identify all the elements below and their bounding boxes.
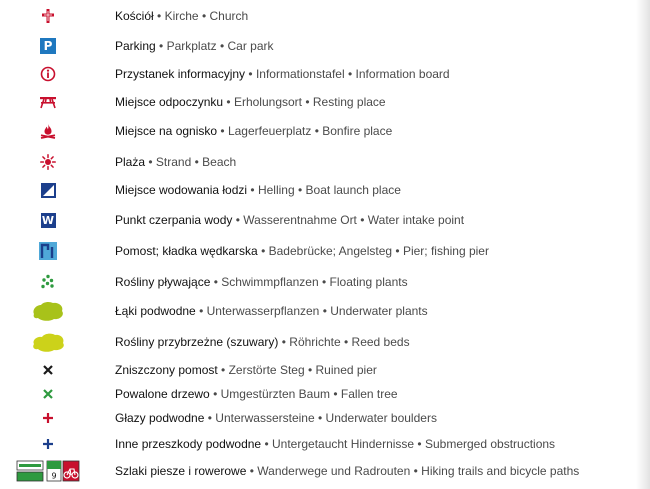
term-de: Erholungsort <box>233 95 302 109</box>
term-de: Parkplatz <box>166 39 217 53</box>
term-de: Wasserentnahme Ort <box>243 213 357 227</box>
floating-plants-icon <box>16 269 80 295</box>
fallen-tree-icon <box>16 381 80 407</box>
term-de: Umgestürzten Baum <box>220 387 331 401</box>
term-de: Badebrücke; Angelsteg <box>268 244 393 258</box>
term-pl: Zniszczony pomost <box>115 363 218 377</box>
information-icon <box>16 61 80 87</box>
term-en: Reed beds <box>351 335 410 349</box>
trail-number: 9 <box>51 471 57 481</box>
term-de: Kirche <box>164 9 199 23</box>
ruined-pier-icon <box>16 357 80 383</box>
term-en: Car park <box>227 39 274 53</box>
term-de: Zerstörte Steg <box>228 363 305 377</box>
term-pl: Miejsce na ognisko <box>115 124 218 138</box>
beach-sun-icon <box>16 149 80 175</box>
term-pl: Parking <box>115 39 156 53</box>
legend-row-parking: P Parking • Parkplatz • Car park <box>0 33 636 59</box>
term-pl: Punkt czerpania wody <box>115 213 233 227</box>
term-en: Underwater boulders <box>325 411 437 425</box>
term-pl: Powalone drzewo <box>115 387 210 401</box>
bonfire-icon <box>16 118 80 144</box>
term-de: Unterwasserpflanzen <box>206 304 320 318</box>
trail-marker-icon <box>16 458 80 484</box>
term-de: Lagerfeuerplatz <box>227 124 312 138</box>
legend-row-pier: Pomost; kładka wędkarska • Badebrücke; Angelsteg • Pier; fishing pier <box>0 238 636 264</box>
term-en: Floating plants <box>329 275 408 289</box>
term-pl: Plaża <box>115 155 146 169</box>
legend-row-floating-plants: Rośliny pływające • Schwimmpflanzen • Floating plants <box>0 269 636 295</box>
term-en: Bonfire place <box>322 124 393 138</box>
term-en: Beach <box>202 155 237 169</box>
term-de: Röhrichte <box>289 335 341 349</box>
reed-beds-icon <box>16 329 80 355</box>
term-pl: Głazy podwodne <box>115 411 205 425</box>
term-pl: Kościół <box>115 9 154 23</box>
term-pl: Inne przeszkody podwodne <box>115 437 262 451</box>
term-en: Fallen tree <box>340 387 398 401</box>
picnic-table-icon <box>16 89 80 115</box>
term-pl: Rośliny przybrzeżne (szuwary) <box>115 335 279 349</box>
term-de: Unterwassersteine <box>215 411 315 425</box>
term-en: Water intake point <box>367 213 465 227</box>
term-de: Untergetaucht Hindernisse <box>272 437 415 451</box>
boat-launch-icon <box>16 177 80 203</box>
term-de: Informationstafel <box>255 67 345 81</box>
term-en: Church <box>209 9 249 23</box>
term-en: Resting place <box>312 95 386 109</box>
legend-row-submerged-obstructions: Inne przeszkody podwodne • Untergetaucht Hindernisse • Submerged obstructions <box>0 431 636 457</box>
term-pl: Rośliny pływające <box>115 275 211 289</box>
page-edge-shadow <box>636 0 650 489</box>
water-intake-icon: W <box>41 213 55 227</box>
term-pl: Pomost; kładka wędkarska <box>115 244 258 258</box>
legend-row-beach: Plaża • Strand • Beach <box>0 149 636 175</box>
term-pl: Łąki podwodne <box>115 304 196 318</box>
underwater-plants-icon <box>16 298 80 324</box>
legend-row-boat-launch: Miejsce wodowania łodzi • Helling • Boat launch place <box>0 177 636 203</box>
legend-row-fallen-tree: Powalone drzewo • Umgestürzten Baum • Fallen tree <box>0 381 636 407</box>
term-pl: Szlaki piesze i rowerowe <box>115 464 247 478</box>
term-en: Pier; fishing pier <box>402 244 489 258</box>
term-en: Ruined pier <box>315 363 377 377</box>
legend-row-water-intake: W Punkt czerpania wody • Wasserentnahme Ort • Water intake point <box>0 207 636 233</box>
legend-row-reed-beds: Rośliny przybrzeżne (szuwary) • Röhrichte • Reed beds <box>0 329 636 355</box>
legend-row-church: Kościół • Kirche • Church <box>0 3 636 29</box>
term-en: Submerged obstructions <box>424 437 556 451</box>
term-de: Helling <box>257 183 295 197</box>
term-de: Schwimmpflanzen <box>221 275 319 289</box>
term-pl: Miejsce wodowania łodzi <box>115 183 248 197</box>
legend-row-resting-place: Miejsce odpoczynku • Erholungsort • Resting place <box>0 89 636 115</box>
term-en: Hiking trails and bicycle paths <box>421 464 580 478</box>
legend-row-information: Przystanek informacyjny • Informationstafel • Information board <box>0 61 636 87</box>
church-cross-icon <box>16 3 80 29</box>
term-en: Information board <box>355 67 450 81</box>
submerged-obstructions-icon <box>16 431 80 457</box>
term-en: Underwater plants <box>330 304 428 318</box>
legend-row-underwater-boulders: Głazy podwodne • Unterwassersteine • Underwater boulders <box>0 405 636 431</box>
parking-icon: P <box>16 33 80 59</box>
legend-row-bonfire: Miejsce na ognisko • Lagerfeuerplatz • Bonfire place <box>0 118 636 144</box>
term-en: Boat launch place <box>305 183 401 197</box>
term-pl: Miejsce odpoczynku <box>115 95 224 109</box>
legend-row-trails: 9 Szlaki piesze i rowerowe • Wanderwege und Radrouten • Hiking trails and bicycle paths <box>0 458 636 484</box>
term-de: Wanderwege und Radrouten <box>257 464 411 478</box>
term-pl: Przystanek informacyjny <box>115 67 246 81</box>
pier-icon <box>16 238 80 264</box>
legend-row-underwater-plants: Łąki podwodne • Unterwasserpflanzen • Underwater plants <box>0 298 636 324</box>
term-de: Strand <box>155 155 192 169</box>
underwater-boulders-icon <box>16 405 80 431</box>
legend-row-ruined-pier: Zniszczony pomost • Zerstörte Steg • Ruined pier <box>0 357 636 383</box>
